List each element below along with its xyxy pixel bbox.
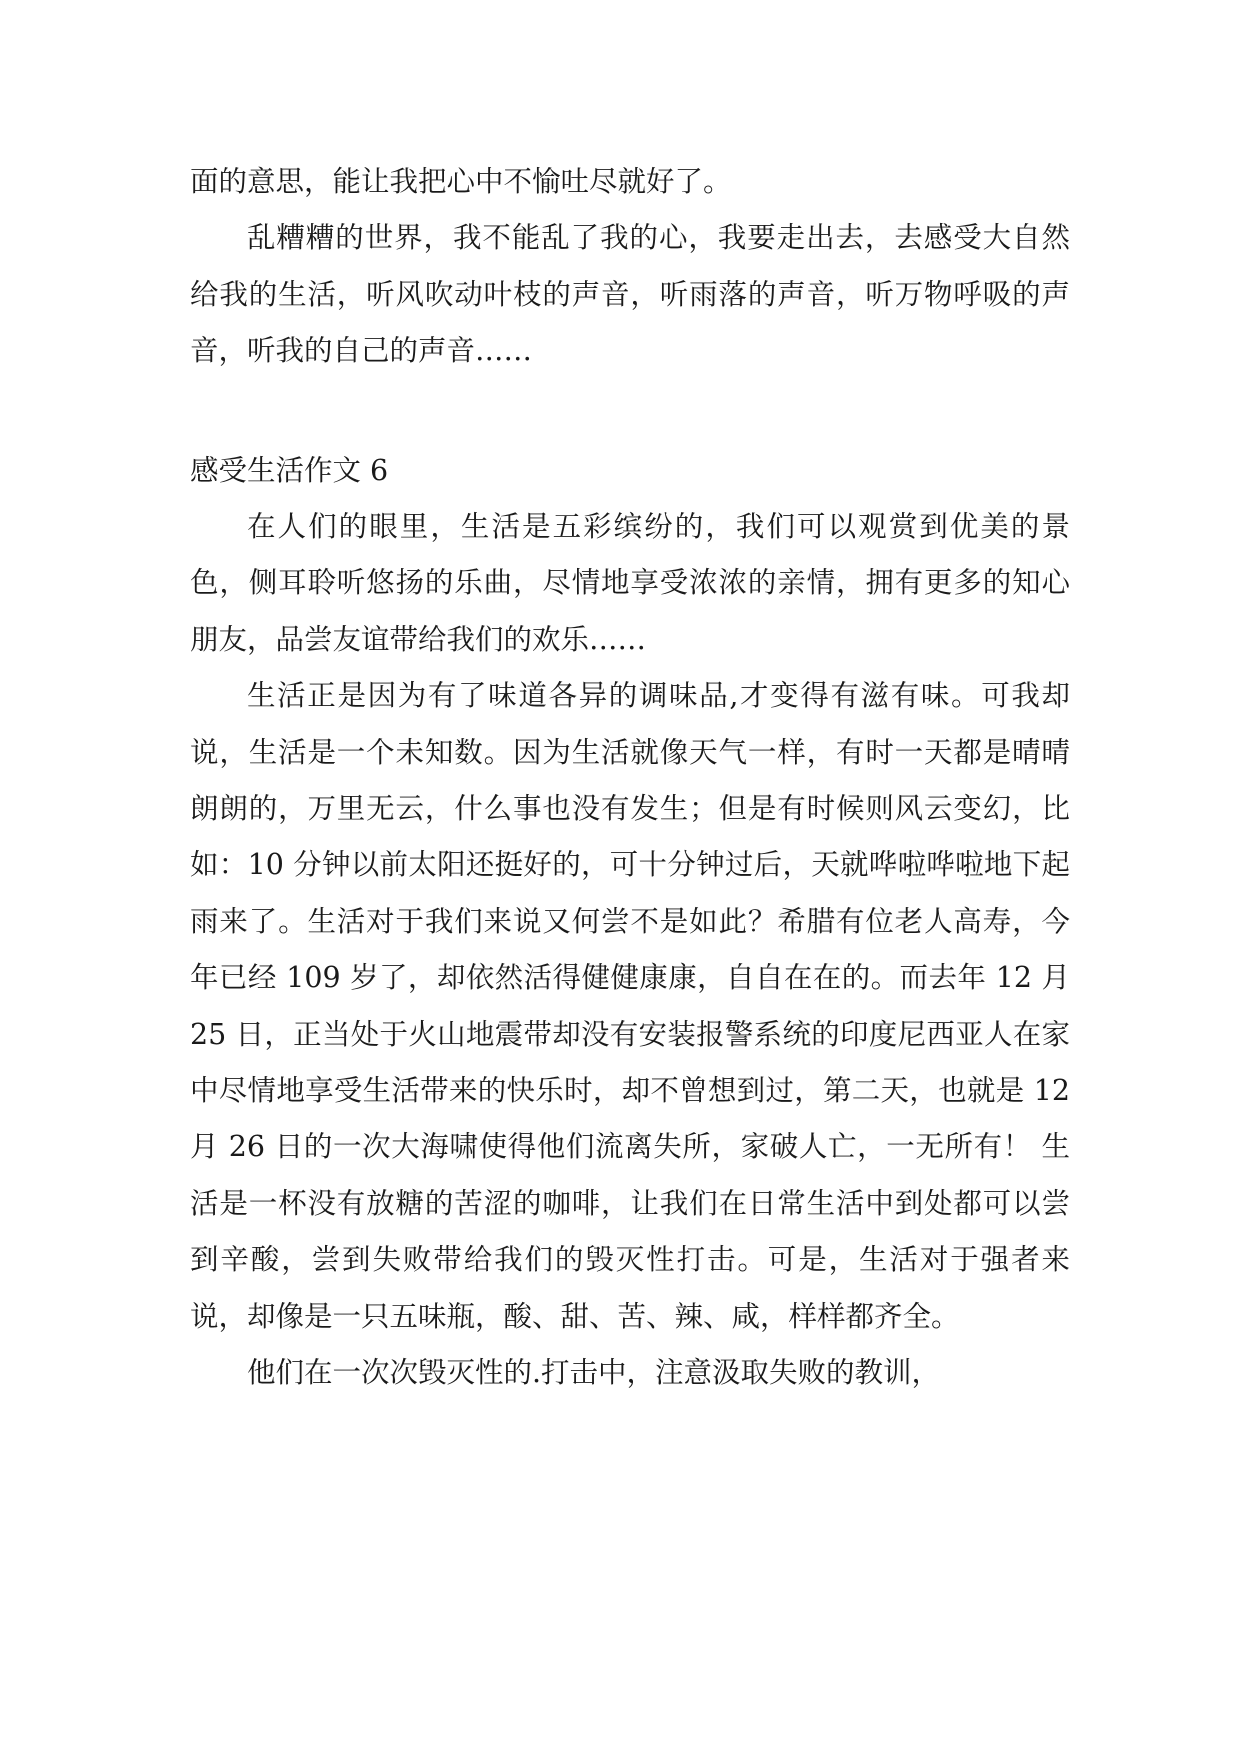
paragraph-closing: 乱糟糟的世界，我不能乱了我的心，我要走出去，去感受大自然给我的生活，听风吹动叶枝的声音，听雨落的声音，听万物呼吸的声音，听我的自己的声音……	[190, 221, 1070, 368]
section-heading	[190, 443, 1070, 499]
essay-section-previous	[190, 154, 1070, 380]
paragraph-continuation: 面的意思，能让我把心中不愉吐尽就好了。	[190, 165, 732, 198]
paragraph-final: 他们在一次次毁灭性的.打击中，注意汲取失败的教训，	[247, 1356, 941, 1390]
paragraph-main: 生活正是因为有了味道各异的调味品,才变得有滋有味。可我却说，生活是一个未知数。因为生活就像天气一样，有时一天都是晴晴朗朗的，万里无云，什么事也没有发生；但是有时候则风云变幻，比如：10 分钟以前太阳还挺好的，可十分钟过后，天就哗啦哗啦地下起雨来了。生活对于我们来说又何尝不是如此？希腊有位老人高寿，今年已经 109 岁了，却依然活得健健康康，自自在在的。而去年 12 月 25 日，正当处于火山地震带却没有安装报警系统的印度尼西亚人在家中尽情地享受生活带来的快乐时，却不曾想到过，第二天，也就是 12 月 26 日的一次大海啸使得他们流离失所，家破人亡，一无所有！ 生活是一杯没有放糖的苦涩的咖啡，让我们在日常生活中到处都可以尝到辛酸，尝到失败带给我们的毁灭性打击。可是，生活对于强者来说，却像是一只五味瓶，酸、甜、苦、辣、咸，样样都齐全。	[190, 679, 1070, 1333]
paragraph-intro: 在人们的眼里，生活是五彩缤纷的，我们可以观赏到优美的景色，侧耳聆听悠扬的乐曲，尽情地享受浓浓的亲情，拥有更多的知心朋友，品尝友谊带给我们的欢乐……	[190, 510, 1070, 656]
section-title: 感受生活作文 6	[190, 454, 389, 487]
essay-section-body	[190, 499, 1070, 1402]
